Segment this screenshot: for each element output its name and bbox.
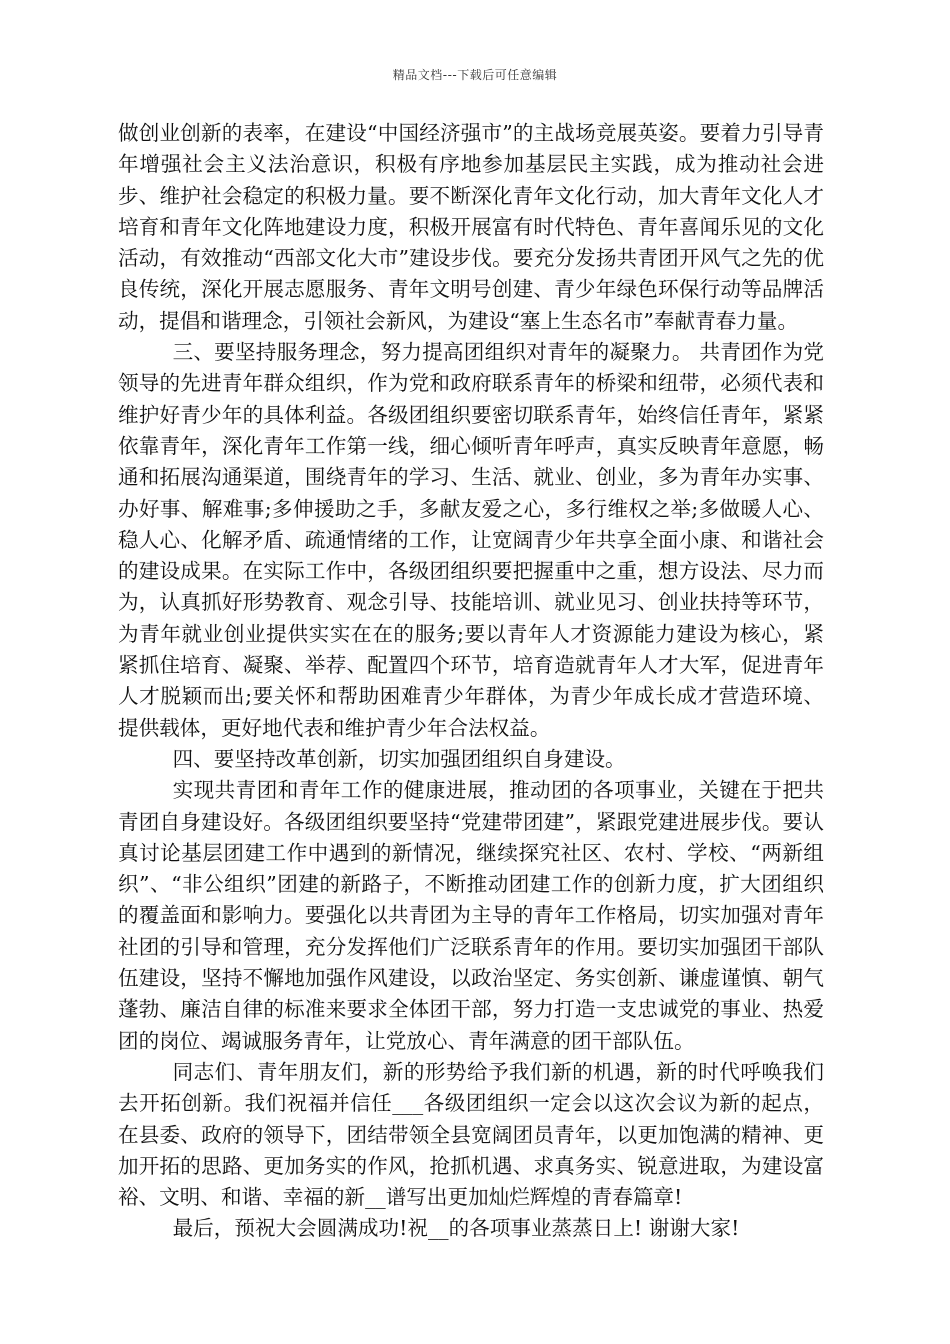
document-body: [118, 118, 824, 1245]
heading-section-four: 四、要坚持改革创新，切实加强团组织自身建设。: [172, 746, 626, 771]
paragraph-final-wishes: 最后，预祝大会圆满成功!祝__的各项事业蒸蒸日上! 谢谢大家!: [172, 1216, 740, 1241]
paragraph-closing: 同志们、青年朋友们，新的形势给予我们新的机遇，新的时代呼唤我们去开拓创新。我们祝福并信任___各级团组织一定会以这次会议为新的起点，在县委、政府的领导下，团结带领全县宽阔团员青年，以更加饱满的精神、更加开拓的思路、更加务实的作风，抢抓机遇、求真务实、锐意进取，为建设富裕、文明、和谐、幸福的新__谱写出更加灿烂辉煌的青春篇章!: [118, 1059, 824, 1210]
paragraph-section-three: 三、要坚持服务理念，努力提高团组织对青年的凝聚力。 共青团作为党领导的先进青年群众组织，作为党和政府联系青年的桥梁和纽带，必须代表和维护好青少年的具体利益。各级团组织要密切联系青年，始终信任青年，紧紧依靠青年，深化青年工作第一线，细心倾听青年呼声，真实反映青年意愿，畅通和拓展沟通渠道，围绕青年的学习、生活、就业、创业，多为青年办实事、办好事、解难事;多伸援助之手，多献友爱之心，多行维权之举;多做暖人心、稳人心、化解矛盾、疏通情绪的工作，让宽阔青少年共享全面小康、和谐社会的建设成果。在实际工作中，各级团组织要把握重中之重，想方设法、尽力而为，认真抓好形势教育、观念引导、技能培训、就业见习、创业扶持等环节，为青年就业创业提供实实在在的服务;要以青年人才资源能力建设为核心，紧紧抓住培育、凝聚、举荐、配置四个环节，培育造就青年人才大军，促进青年人才脱颖而出;要关怀和帮助困难青少年群体，为青少年成长成才营造环境、提供载体，更好地代表和维护青少年合法权益。: [118, 340, 824, 740]
page-header: 精品文档---下载后可任意编辑: [392, 68, 558, 82]
paragraph-section-four: 实现共青团和青年工作的健康进展，推动团的各项事业，关键在于把共青团自身建设好。各级团组织要坚持“党建带团建”，紧跟党建进展步伐。要认真讨论基层团建工作中遇到的新情况，继续探究社区、农村、学校、“两新组织”、“非公组织”团建的新路子，不断推动团建工作的创新力度，扩大团组织的覆盖面和影响力。要强化以共青团为主导的青年工作格局，切实加强对青年社团的引导和管理，充分发挥他们广泛联系青年的作用。要切实加强团干部队伍建设，坚持不懈地加强作风建设，以政治坚定、务实创新、谦虚谨慎、朝气蓬勃、廉洁自律的标准来要求全体团干部，努力打造一支忠诚党的事业、热爱团的岗位、竭诚服务青年，让党放心、青年满意的团干部队伍。: [118, 778, 824, 1053]
paragraph-continuation: 做创业创新的表率，在建设“中国经济强市”的主战场竞展英姿。要着力引导青年增强社会主义法治意识，积极有序地参加基层民主实践，成为推动社会进步、维护社会稳定的积极力量。要不断深化青年文化行动，加大青年文化人才培育和青年文化阵地建设力度，积极开展富有时代特色、青年喜闻乐见的文化活动，有效推动“西部文化大市”建设步伐。要充分发扬共青团开风气之先的优良传统，深化开展志愿服务、青年文明号创建、青少年绿色环保行动等品牌活动，提倡和谐理念，引领社会新风，为建设“塞上生态名市”奉献青春力量。: [118, 121, 824, 333]
